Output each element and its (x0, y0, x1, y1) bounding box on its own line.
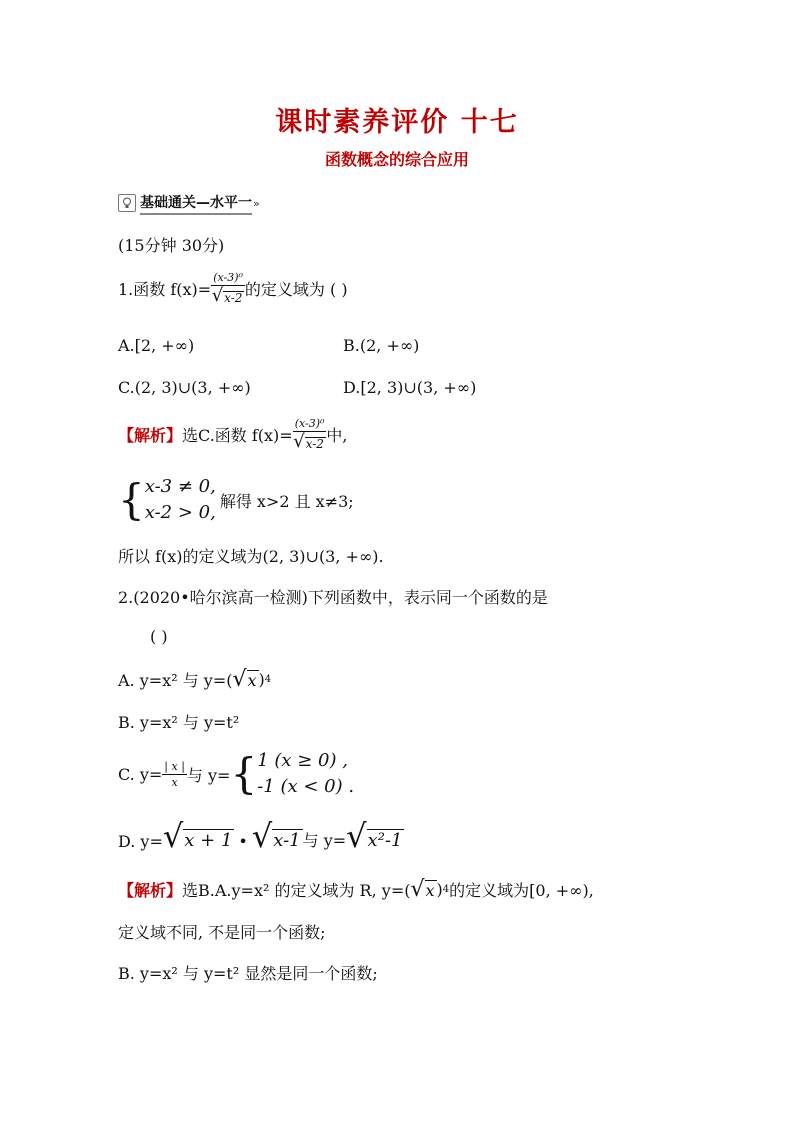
q1-case-2: x-2 > 0, (144, 502, 216, 523)
q1-suffix: 的定义域为 ( ) (244, 279, 348, 299)
section-header (118, 193, 260, 213)
q2-c-fraction: $\frac{| x |}{x}$ (164, 759, 185, 789)
q1-option-a: A.[2, +∞) (118, 336, 195, 355)
q1-prefix: 1.函数 f(x)= (118, 279, 212, 299)
q1-case-1: x-3 ≠ 0, (144, 476, 216, 497)
q2-option-b: B. y=x² 与 y=t² (118, 713, 240, 732)
q1-cases (118, 474, 354, 526)
q1-solution-text: 选C.函数 f(x)= (182, 425, 293, 445)
q2-paren: ( ) (150, 627, 168, 646)
page-subtitle: 函数概念的综合应用 (324, 150, 469, 169)
q1-numerator: (x-3)⁰ (213, 271, 243, 284)
q1-stem (118, 272, 348, 304)
q1-solution (118, 418, 348, 450)
q1-fraction (211, 272, 245, 304)
q2-stem: 2.(2020•哈尔滨高一检测)下列函数中，表示同一个函数的是 (118, 588, 548, 607)
q2-option-d: D. y= √ x + 1 • √ x-1 与 y= √ x²-1 (118, 817, 403, 855)
q1-solution-suffix: 中, (326, 425, 348, 445)
section-label: 基础通关—水平一 (140, 192, 252, 215)
time-score: (15分钟 30分) (118, 236, 225, 255)
q2-solution-tag: 【解析】 (118, 881, 183, 900)
q2-option-a: A. y=x² 与 y=( √ x ) 4 (118, 666, 272, 692)
bulb-icon (118, 194, 136, 212)
q1-solution-fraction: (x-3)⁰ √ x-2 (293, 417, 325, 452)
brace-icon: { (230, 749, 258, 798)
q1-option-d: D.[2, 3)∪(3, +∞) (343, 378, 477, 397)
section-arrow: » (253, 196, 260, 210)
brace-icon: { (118, 475, 145, 524)
q1-case-result: 解得 x>2 且 x≠3; (219, 491, 354, 511)
q1-denominator: √ x-2 (211, 285, 243, 306)
page-title: 课时素养评价 十七 (275, 107, 519, 138)
q2-solution-line-1: 【解析】 选B.A.y=x² 的定义域为 R, y=( √ x ) 4 的定义域为[0, +∞), (118, 876, 594, 902)
q2-solution-line-3: B. y=x² 与 y=t² 显然是同一个函数; (118, 964, 378, 983)
q2-option-c: C. y= $\frac{| x |}{x}$ 与 y= { 1 (x ≥ 0) , -1 (x < 0) . (118, 749, 355, 798)
q2-solution-line-2: 定义域不同, 不是同一个函数; (118, 923, 326, 942)
q1-option-c: C.(2, 3)∪(3, +∞) (118, 378, 251, 397)
q1-solution-tag: 【解析】 (118, 425, 183, 445)
q1-conclusion: 所以 f(x)的定义域为(2, 3)∪(3, +∞). (118, 547, 384, 566)
q1-option-b: B.(2, +∞) (343, 336, 420, 355)
